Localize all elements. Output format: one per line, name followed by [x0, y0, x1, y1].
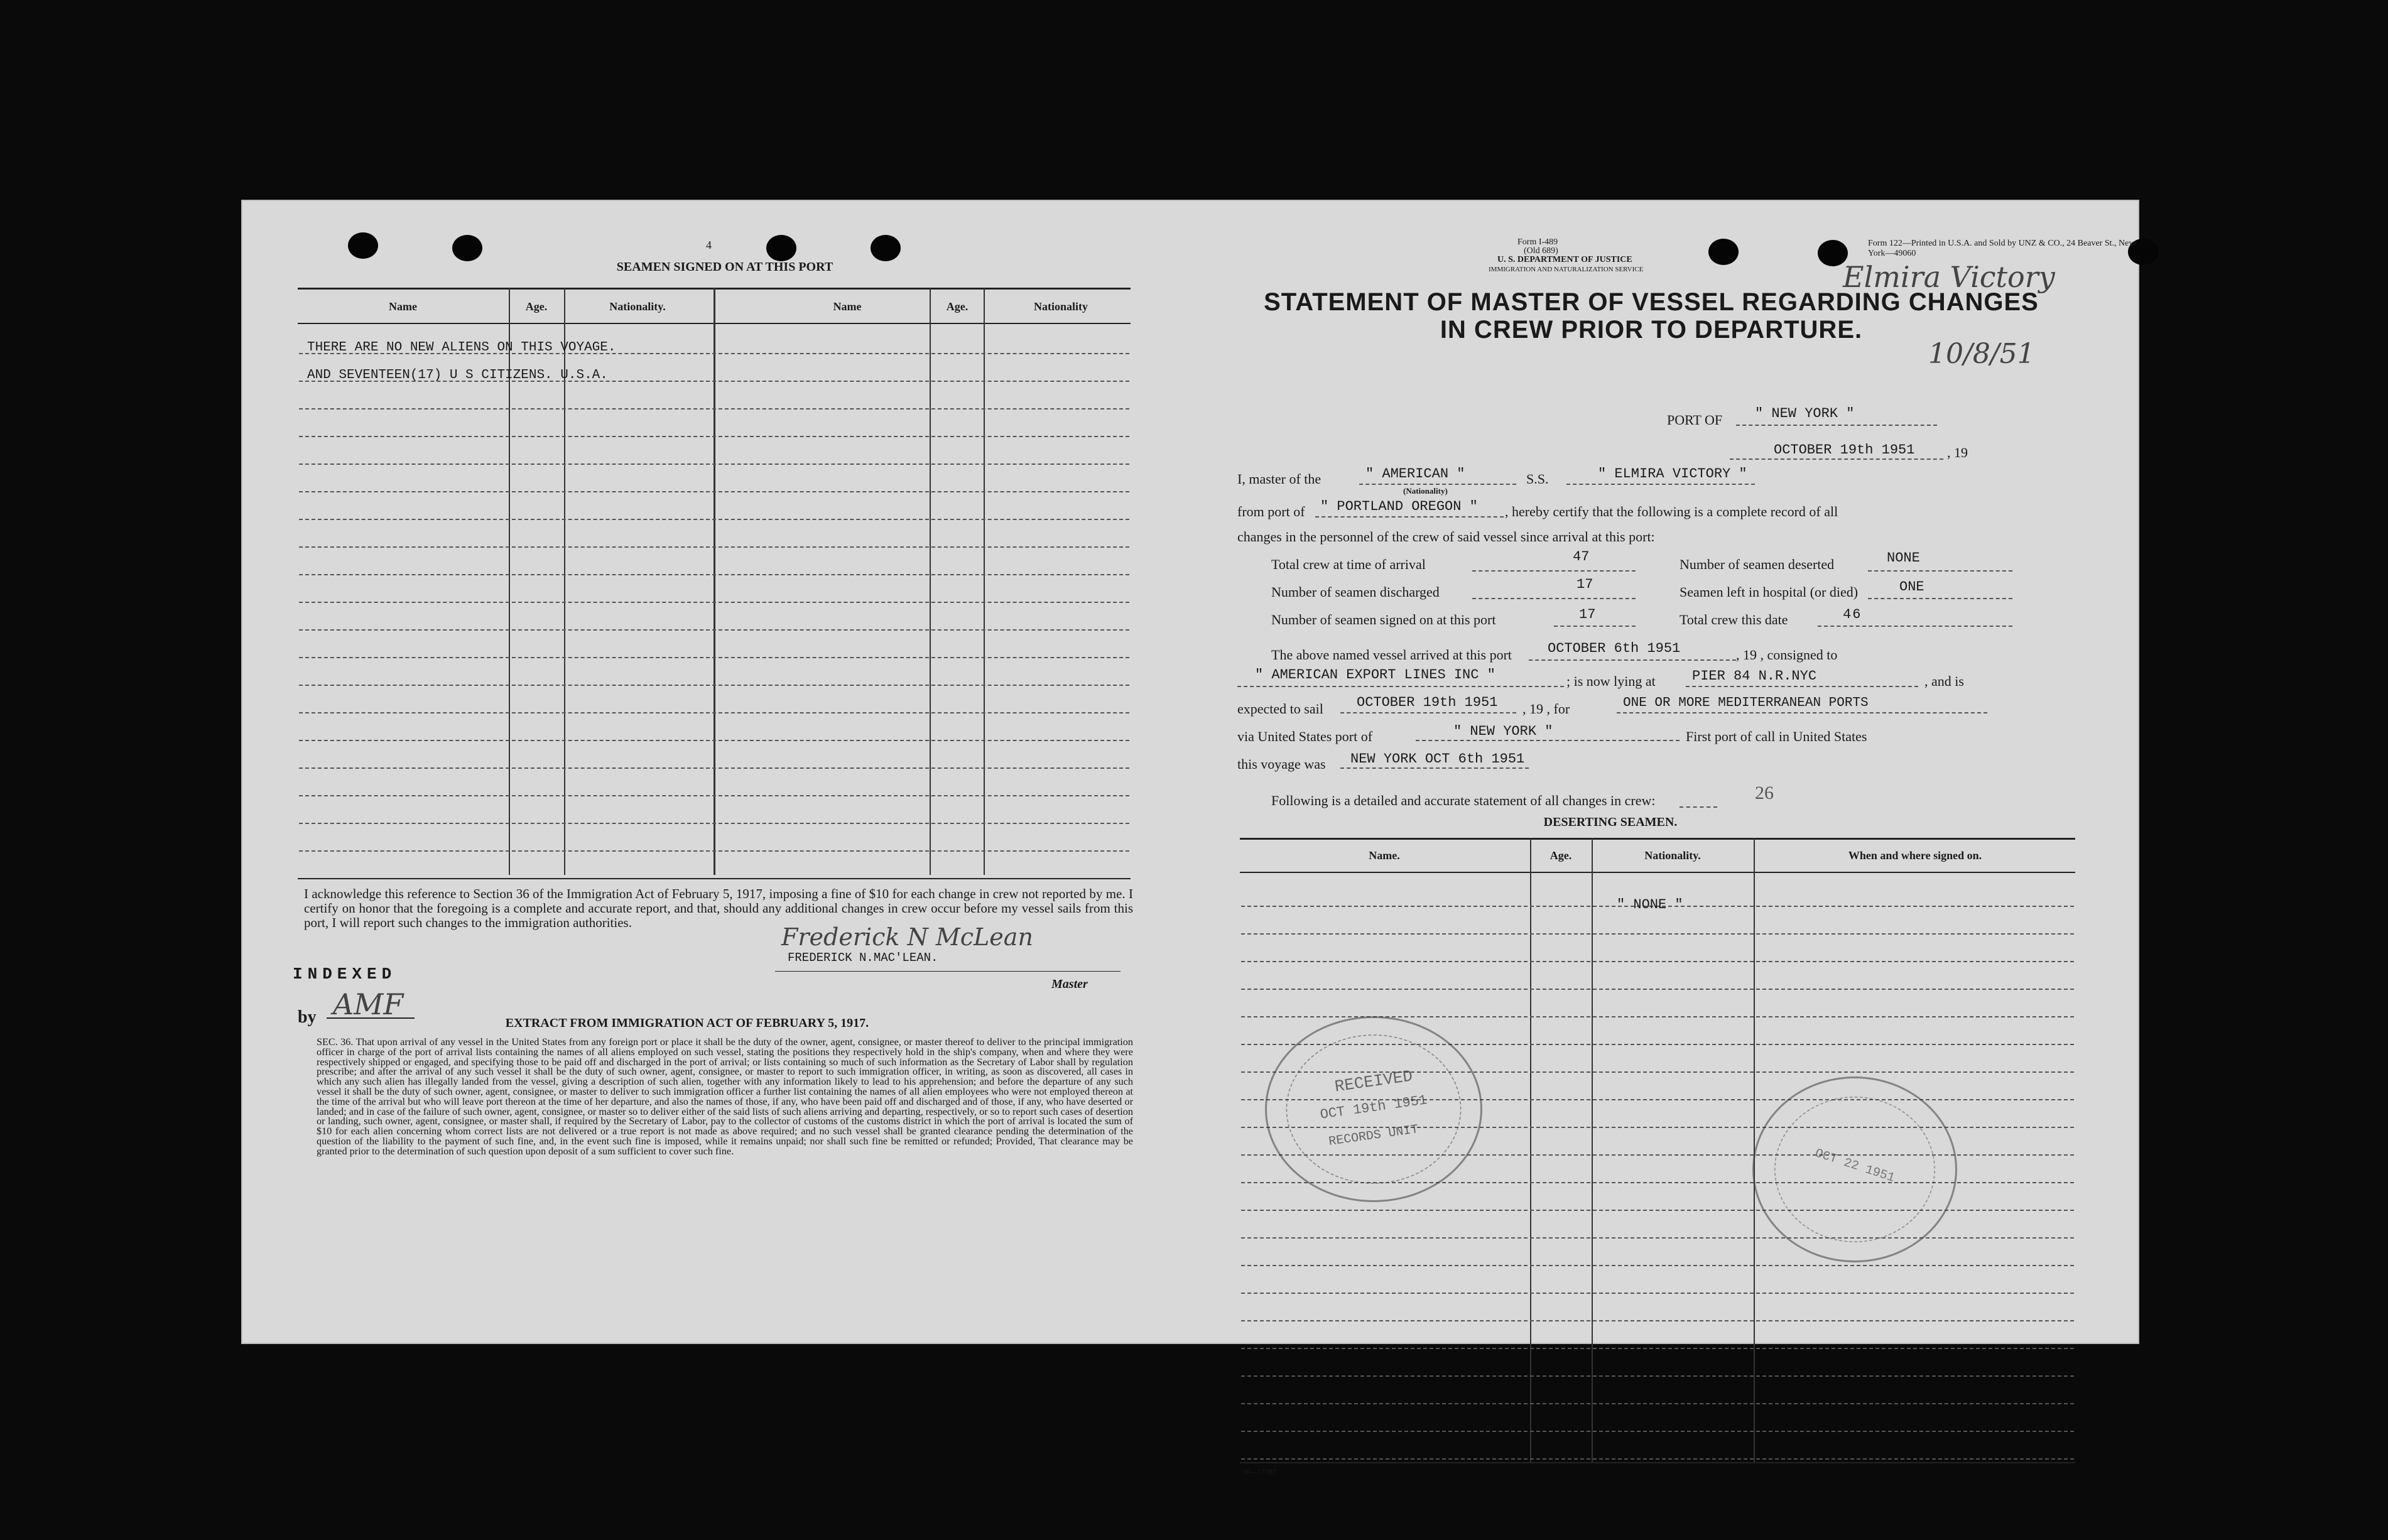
row-line: [299, 657, 1129, 658]
master-of-label: I, master of the: [1237, 471, 1322, 487]
first-port-label: First port of call in United States: [1686, 729, 1867, 744]
nationality-line: [1359, 484, 1516, 485]
desert-col-name: Name.: [1369, 849, 1400, 862]
desert-col-nationality: Nationality.: [1644, 849, 1701, 862]
form-title-1: STATEMENT OF MASTER OF VESSEL REGARDING CHANGES: [1264, 288, 2039, 316]
received-stamp: [1265, 1016, 1482, 1202]
discharged-label: Number of seamen discharged: [1271, 584, 1440, 600]
via-value: " NEW YORK ": [1453, 724, 1553, 739]
hospital-line: [1868, 598, 2012, 599]
department: U. S. DEPARTMENT OF JUSTICE: [1497, 255, 1632, 264]
row-line: [299, 767, 1129, 769]
vessel-line: [1566, 484, 1755, 485]
stamp-records-unit: RECORDS UNIT: [1328, 1122, 1419, 1149]
punch-hole: [871, 235, 901, 261]
none-entry: " NONE ": [1617, 897, 1683, 913]
page-number: 4: [706, 239, 712, 251]
sail-line: [1340, 712, 1516, 713]
via-line: [1416, 740, 1680, 741]
col-age-2: Age.: [946, 300, 969, 313]
row-line: [299, 546, 1129, 548]
printer-line: Form 122—Printed in U.S.A. and Sold by UNZ & CO., 24 Beaver St., New York—49060: [1868, 239, 2136, 258]
typed-line-1: THERE ARE NO NEW ALIENS ON THIS VOYAGE.: [307, 340, 616, 355]
port-label: PORT OF: [1667, 412, 1723, 428]
row-line: [1241, 1265, 2074, 1266]
row-line: [299, 519, 1129, 520]
col-name: Name: [389, 300, 417, 313]
master-signature: Frederick N McLean: [781, 923, 1033, 951]
hospital-value: ONE: [1899, 579, 1924, 595]
by-label: by: [298, 1007, 317, 1027]
indexed-initials: AMF: [333, 987, 404, 1021]
handwritten-vessel: Elmira Victory: [1843, 260, 2055, 294]
extract-text: SEC. 36. That upon arrival of any vessel in the United States from any foreign port or place it shall be the duty of the owner, agent, consignee, or master thereof to deliver to the principal immigration officer in charge of the port of arrival lists containing the names of all aliens employed on such vessel, stating the positions they respectively hold in the ship's company, when and where they were respectively shipped or engaged, and specifying those to be paid off and discharged in the port of arrival; or lists containing so much of such information as the Secretary of Labor shall by regulation prescribe; and after the arrival of any such vessel it shall be the duty of such owner, agent, consignee, or master to report to such immigration officer, in writing, as soon as discovered, all cases in which any such alien has illegally landed from the vessel, giving a description of such alien, together with any information likely to lead to his apprehension; and before the departure of any such vessel it shall be the duty of such owner, agent, consignee, or master to deliver to such immigration officer a further list containing the names of all alien employees who were not employed thereon at the time of the arrival but who will leave port thereon at the time of her departure, and also the names of those, if any, who have been paid off and discharged and of those, if any, who have deserted or landed; and in case of the failure of such owner, agent, consignee, or master so to deliver either of the said lists of such aliens arriving and departing, respectively, or so to report such cases of desertion or landing, such owner, agent, consignee, or master shall, if required by the Secretary of Labor, pay to the collector of customs of the customs district in which the port of arrival is located the sum of $10 for each alien concerning whom correct lists are not delivered or a true report is not made as above required; and no such vessel shall be granted clearance pending the determination of the question of the liability to the payment of such fine, and, in the event such fine is imposed, while it remains unpaid; nor shall such fine be remitted or refunded; Provided, That clearance may be granted prior to the determination of such question upon deposit of a sum sufficient to cover such fine.: [317, 1036, 1133, 1157]
following-label: Following is a detailed and accurate statement of all changes in crew:: [1271, 793, 1656, 808]
punch-hole: [348, 232, 378, 259]
from-port-value: " PORTLAND OREGON ": [1320, 499, 1478, 514]
lying-label: ; is now lying at: [1566, 673, 1656, 689]
row-line: [299, 574, 1129, 575]
total-arrival-label: Total crew at time of arrival: [1271, 556, 1426, 572]
signed-on-value: 17: [1579, 607, 1596, 622]
lying-line: [1686, 686, 1918, 687]
row-line: [1241, 1293, 2074, 1294]
row-line: [1241, 961, 2074, 962]
col-divider: [984, 288, 985, 875]
desert-table-header: [1240, 872, 2075, 873]
sail-value: OCTOBER 19th 1951: [1357, 695, 1498, 710]
form-number: Form I-489: [1517, 237, 1558, 247]
col-name-2: Name: [833, 300, 862, 313]
section-title: SEAMEN SIGNED ON AT THIS PORT: [616, 260, 833, 274]
acknowledgement-text: I acknowledge this reference to Section 36 of the Immigration Act of February 5, 1917, imposing a fine of $10 for each change in crew not reported by me. I certify on honor that the foregoing is a complete and accurate report, and that, should any additional changes in crew occur before my vessel sails from this port, I will report such changes to the immigration authorities.: [304, 886, 1133, 930]
vessel-value: " ELMIRA VICTORY ": [1598, 466, 1747, 482]
for-value: ONE OR MORE MEDITERRANEAN PORTS: [1623, 696, 1869, 710]
master-label: Master: [1051, 977, 1088, 991]
punch-hole: [766, 235, 796, 261]
deserted-value: NONE: [1887, 550, 1920, 566]
manifest-sheet: [241, 200, 2139, 1476]
sail-label: expected to sail: [1237, 701, 1323, 717]
col-divider: [930, 288, 931, 875]
total-arrival-value: 47: [1573, 549, 1590, 565]
col-nationality-2: Nationality: [1033, 300, 1088, 313]
left-page: [241, 200, 1190, 1344]
date-value: OCTOBER 19th 1951: [1774, 442, 1915, 458]
hospital-label: Seamen left in hospital (or died): [1680, 584, 1859, 600]
form-footer: 16—17387: [1242, 1467, 1276, 1476]
row-line: [1241, 1458, 2074, 1460]
table-bottom-rule: [298, 878, 1131, 879]
port-line: [1736, 425, 1937, 426]
date-suffix: , 19: [1947, 445, 1968, 460]
discharged-line: [1472, 598, 1636, 599]
typed-line-2: AND SEVENTEEN(17) U S CITIZENS. U.S.A.: [307, 368, 608, 382]
row-line: [299, 464, 1129, 465]
stamp-received: RECEIVED: [1333, 1066, 1414, 1097]
form-title-2: IN CREW PRIOR TO DEPARTURE.: [1440, 316, 1863, 344]
row-line: [299, 436, 1129, 437]
consigned-label: , 19 , consigned to: [1736, 647, 1838, 663]
row-line: [299, 850, 1129, 852]
row-line: [1241, 989, 2074, 990]
handwritten-date: 10/8/51: [1928, 338, 2035, 370]
for-label: , 19 , for: [1522, 701, 1570, 717]
voyage-value: NEW YORK OCT 6th 1951: [1350, 751, 1525, 767]
row-line: [1241, 1348, 2074, 1349]
row-line: [299, 685, 1129, 686]
stamp2-date: OCT 22 1951: [1813, 1146, 1897, 1186]
row-line: [1241, 1237, 2074, 1239]
ss-label: S.S.: [1526, 471, 1549, 487]
nationality-value: " AMERICAN ": [1365, 466, 1465, 482]
signed-on-line: [1554, 626, 1636, 627]
master-typed-name: FREDERICK N.MAC'LEAN.: [788, 951, 938, 965]
voyage-label: this voyage was: [1237, 756, 1326, 772]
stamp-date: OCT 19th 1951: [1319, 1092, 1428, 1123]
total-arrival-line: [1472, 570, 1636, 572]
voyage-line: [1340, 767, 1529, 769]
signed-on-label: Number of seamen signed on at this port: [1271, 612, 1496, 627]
arrived-value: OCTOBER 6th 1951: [1548, 641, 1681, 656]
service: IMMIGRATION AND NATURALIZATION SERVICE: [1489, 266, 1644, 273]
row-line: [299, 491, 1129, 492]
desert-col-age: Age.: [1549, 849, 1572, 862]
row-line: [1241, 933, 2074, 935]
right-page: [1190, 200, 2139, 1476]
row-line: [1241, 1431, 2074, 1432]
row-line: [299, 408, 1129, 409]
arrived-label: The above named vessel arrived at this port: [1271, 647, 1512, 663]
desert-table-bottom: [1240, 1462, 2075, 1463]
form-old-number: (Old 689): [1524, 246, 1558, 256]
extract-title: EXTRACT FROM IMMIGRATION ACT OF FEBRUARY 5, 1917.: [505, 1016, 869, 1030]
row-line: [1241, 1210, 2074, 1211]
desert-table-top: [1240, 838, 2075, 840]
deserted-label: Number of seamen deserted: [1680, 556, 1835, 572]
total-date-line: [1818, 626, 2012, 627]
following-count: 26: [1755, 783, 1774, 803]
row-line: [299, 629, 1129, 631]
following-line: [1680, 806, 1717, 808]
row-line: [1241, 1320, 2074, 1321]
via-label: via United States port of: [1237, 729, 1373, 744]
col-nationality: Nationality.: [609, 300, 666, 313]
indexed-stamp: INDEXED: [293, 965, 397, 984]
consignee-line: [1237, 686, 1564, 687]
col-divider: [1592, 838, 1593, 1462]
from-port-label: from port of: [1237, 504, 1305, 519]
col-divider: [1530, 838, 1531, 1462]
deserted-line: [1868, 570, 2012, 572]
arrived-line: [1529, 659, 1736, 661]
certify-text: , hereby certify that the following is a complete record of all: [1505, 504, 1838, 519]
punch-hole: [452, 235, 482, 261]
row-line: [299, 823, 1129, 824]
row-line: [1241, 1403, 2074, 1404]
signature-line: [775, 971, 1121, 972]
total-date-value: 46: [1843, 607, 1862, 622]
col-divider: [714, 288, 715, 875]
date-line: [1730, 458, 1943, 460]
consignee-value: " AMERICAN EXPORT LINES INC ": [1255, 667, 1495, 683]
nationality-caption: (Nationality): [1403, 486, 1448, 496]
changes-text: changes in the personnel of the crew of said vessel since arrival at this port:: [1237, 529, 1655, 545]
for-line: [1617, 712, 1987, 713]
discharged-value: 17: [1577, 577, 1593, 592]
desert-col-when-where: When and where signed on.: [1848, 849, 1982, 862]
from-port-line: [1315, 516, 1504, 518]
row-line: [299, 712, 1129, 713]
initials-line: [327, 1017, 415, 1019]
row-line: [299, 740, 1129, 741]
row-line: [299, 795, 1129, 796]
row-line: [299, 602, 1129, 603]
punch-hole: [1708, 239, 1739, 265]
deserting-title: DESERTING SEAMEN.: [1543, 815, 1678, 829]
total-date-label: Total crew this date: [1680, 612, 1788, 627]
lying-value: PIER 84 N.R.NYC: [1692, 668, 1817, 684]
port-value: " NEW YORK ": [1755, 406, 1855, 421]
and-is: , and is: [1924, 673, 1964, 689]
col-age: Age.: [525, 300, 548, 313]
row-line: [1241, 1375, 2074, 1377]
inspection-stamp: [1752, 1076, 1957, 1262]
